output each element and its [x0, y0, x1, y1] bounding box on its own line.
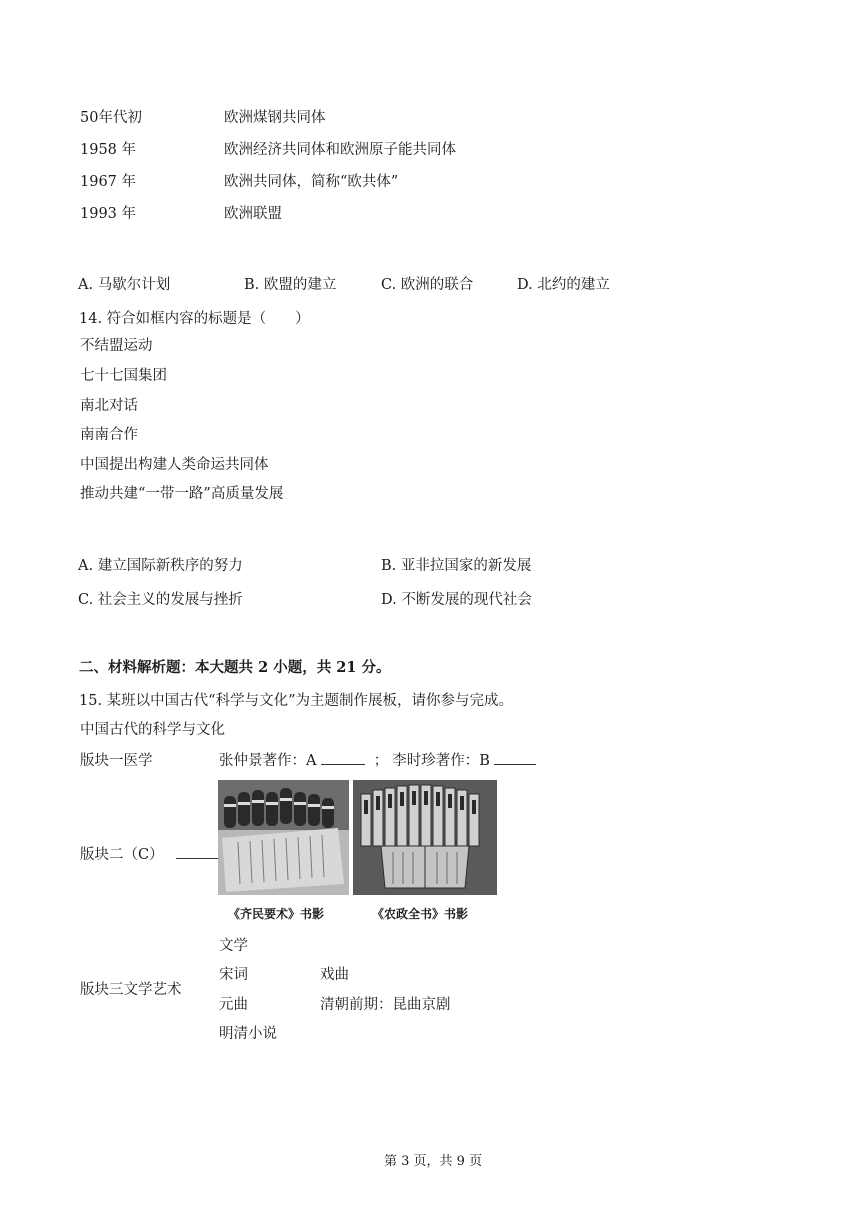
lit-item-yuanqu: 元曲 [219, 997, 248, 1013]
lit-item-novels: 明清小说 [219, 1026, 277, 1042]
section-heading-suffix: 分。 [356, 659, 391, 676]
section-heading-num1: 2 [258, 659, 269, 676]
q13-event-4: 欧洲联盟 [224, 206, 282, 222]
opera-header: 戏曲 [320, 967, 349, 983]
block3-label: 版块三文学艺术 [80, 982, 182, 998]
block1-label: 版块一医学 [80, 753, 153, 769]
q13-year-1: 50年代初 [80, 110, 142, 126]
q13-option-b: B. 欧盟的建立 [244, 277, 337, 293]
q14-option-a: A. 建立国际新秩序的努力 [78, 558, 243, 574]
q15-stem: 15. 某班以中国古代“科学与文化”为主题制作展板，请你参与完成。 [79, 693, 513, 709]
q14-option-b: B. 亚非拉国家的新发展 [381, 558, 532, 574]
lit-header: 文学 [219, 938, 248, 954]
q14-box-line-2: 七十七国集团 [80, 368, 167, 384]
opera-item-qing: 清朝前期：昆曲京剧 [320, 997, 451, 1013]
q13-year-2: 1958 年 [80, 142, 137, 158]
q14-option-d: D. 不断发展的现代社会 [381, 592, 532, 608]
block1-b-blank[interactable] [494, 764, 536, 765]
block1-content [219, 749, 536, 770]
q14-box-line-3: 南北对话 [80, 398, 138, 414]
caption-qimin-yaoshu: 《齐民要术》书影 [228, 907, 325, 921]
q13-year-4: 1993 年 [80, 206, 137, 222]
q13-option-a: A. 马歇尔计划 [78, 277, 171, 293]
q13-option-d: D. 北约的建立 [517, 277, 610, 293]
lit-item-songci: 宋词 [219, 967, 248, 983]
q14-box-line-1: 不结盟运动 [80, 338, 153, 354]
block2-label [80, 843, 218, 864]
nongzheng-quanshu-photo [353, 780, 497, 895]
block2-c-blank[interactable] [176, 858, 218, 859]
q14-stem: 14. 符合如框内容的标题是（ ） [79, 311, 310, 327]
caption-nongzheng-quanshu: 《农政全书》书影 [372, 907, 469, 921]
section-heading-num2: 21 [336, 659, 357, 676]
q13-event-1: 欧洲煤钢共同体 [224, 110, 326, 126]
q14-box-line-5: 中国提出构建人类命运共同体 [80, 457, 269, 473]
q13-year-3: 1967 年 [80, 174, 137, 190]
section-heading [79, 656, 391, 677]
q13-event-2: 欧洲经济共同体和欧洲原子能共同体 [224, 142, 456, 158]
q13-option-c: C. 欧洲的联合 [381, 277, 474, 293]
q14-box-line-4: 南南合作 [80, 427, 138, 443]
block2-label-text: 版块二（C） [80, 847, 164, 863]
page-footer: 第 3 页，共 9 页 [384, 1154, 483, 1169]
block1-separator: ； [373, 753, 389, 769]
q14-box-line-6: 推动共建“一带一路”高质量发展 [80, 486, 284, 502]
book-volumes-image [353, 780, 497, 895]
book-scrolls-image [218, 780, 349, 895]
section-heading-prefix: 二、材料解析题：本大题共 [79, 659, 259, 676]
section-heading-mid: 小题，共 [268, 659, 337, 676]
block1-b-label: 李时珍著作：B [392, 753, 490, 769]
block1-a-label: 张仲景著作：A [219, 753, 317, 769]
block1-a-blank[interactable] [321, 764, 365, 765]
q15-title: 中国古代的科学与文化 [80, 722, 225, 738]
qimin-yaoshu-photo [218, 780, 349, 895]
q13-event-3: 欧洲共同体，简称“欧共体” [224, 174, 399, 190]
q14-option-c: C. 社会主义的发展与挫折 [78, 592, 243, 608]
